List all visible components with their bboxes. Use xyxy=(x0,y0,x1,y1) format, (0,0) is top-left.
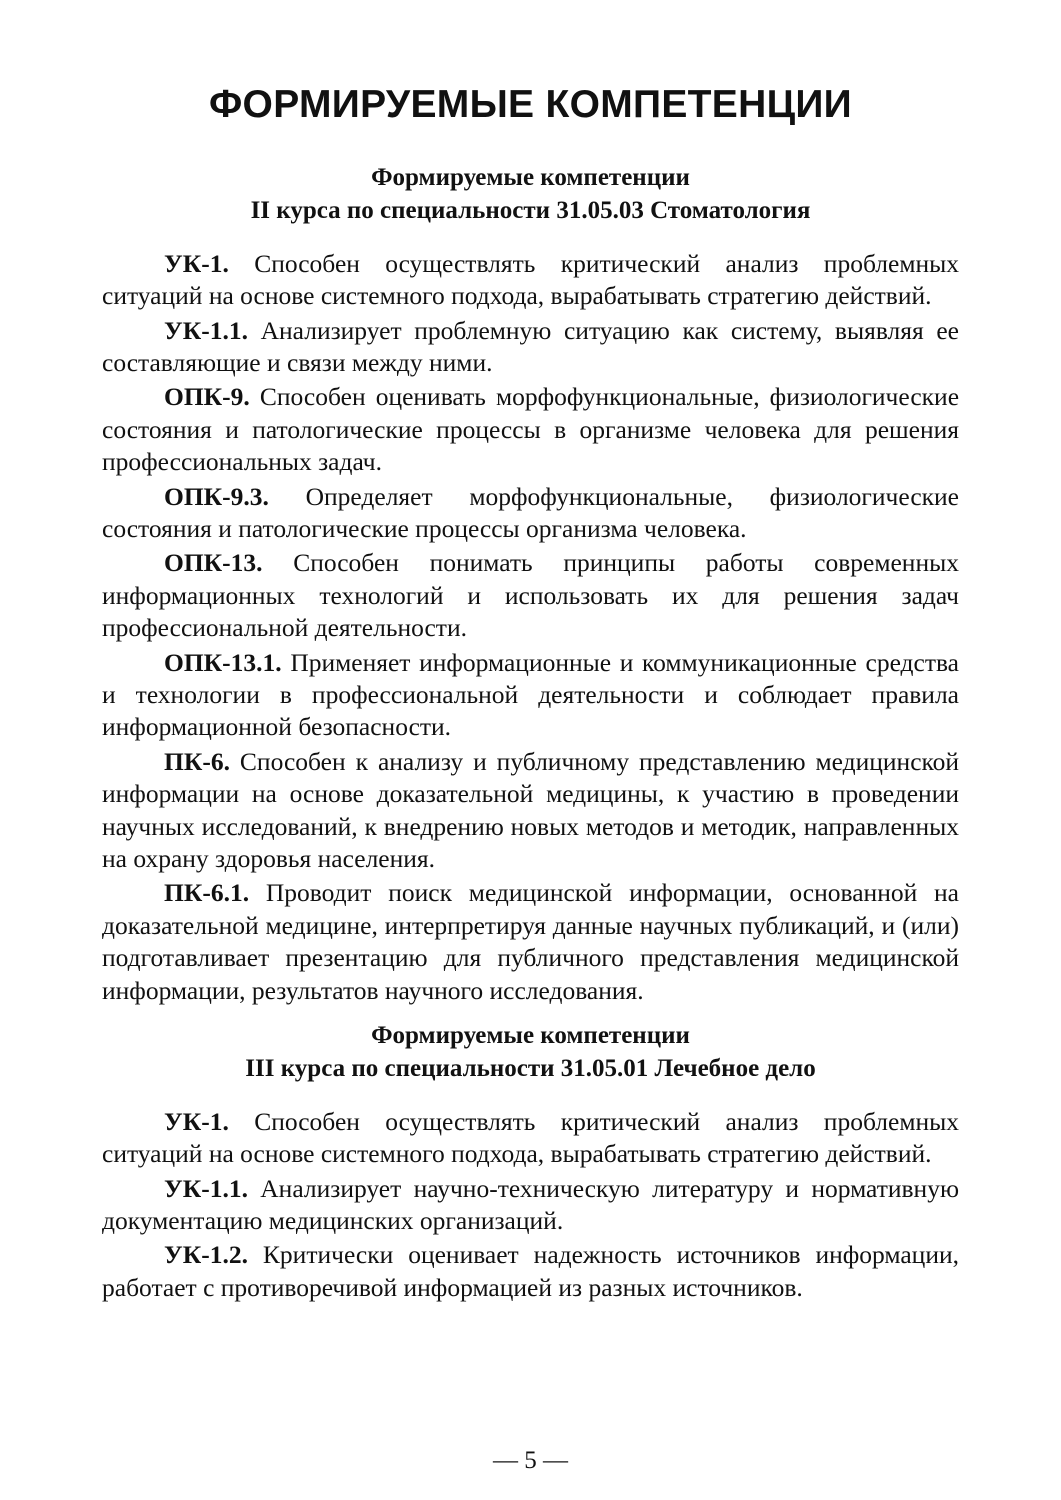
competency-text: Способен к анализу и публичному представлению медицинской информации на основе доказательной медицины, к участию в проведении научных исследований, к внедрению новых методов и методик, направленных на охрану здоровья населения. xyxy=(102,746,960,874)
competency-text: Применяет информационные и коммуникационные средства и технологии в профессиональной деятельности и соблюдает правила информационной безопасности. xyxy=(102,647,960,742)
competency-code: УК-1.1. xyxy=(164,315,248,345)
competency-code: ОПК-9. xyxy=(164,382,250,412)
competency-item xyxy=(102,481,959,546)
competency-item xyxy=(102,315,959,380)
section-heading-line1: Формируемые компетенции xyxy=(371,1022,690,1050)
competency-item xyxy=(102,1239,959,1304)
section-heading-line2: II курса по специальности 31.05.03 Стоматология xyxy=(250,197,811,224)
competency-text: Способен осуществлять критический анализ проблемных ситуаций на основе системного подхода, вырабатывать стратегию действий. xyxy=(102,248,959,311)
competency-text: Способен осуществлять критический анализ проблемных ситуаций на основе системного подхода, вырабатывать стратегию действий. xyxy=(102,1106,959,1169)
competency-code: УК-1. xyxy=(164,1106,229,1136)
competency-item xyxy=(102,877,959,1007)
section-heading xyxy=(102,1019,959,1085)
competency-list xyxy=(102,248,959,1007)
section-heading-line1: Формируемые компетенции xyxy=(371,164,690,191)
competency-text: Проводит поиск медицинской информации, основанной на доказательной медицине, интерпретируя данные научных публикаций, и (или) подготавливает презентацию для публичного представления медицинской информации, результатов научного исследования. xyxy=(102,878,959,1005)
competency-code: УК-1.2. xyxy=(164,1240,248,1270)
competency-text: Критически оценивает надежность источников информации, работает с противоречивой информацией из разных источников. xyxy=(102,1240,959,1302)
competency-text: Определяет морфофункциональные, физиологические состояния и патологические процессы организма человека. xyxy=(102,481,959,543)
competency-code: УК-1.1. xyxy=(164,1173,248,1203)
competency-item xyxy=(102,647,959,744)
competency-code: ОПК-9.3. xyxy=(164,481,269,511)
section-heading-line2: III курса по специальности 31.05.01 Лечебное дело xyxy=(245,1055,816,1083)
competency-list xyxy=(102,1106,959,1304)
competency-text: Способен оценивать морфофункциональные, физиологические состояния и патологические процессы в организме человека для решения профессиональных задач. xyxy=(102,382,960,477)
page-number: — 5 — xyxy=(493,1447,568,1474)
competency-code: ПК-6. xyxy=(164,746,230,776)
competency-code: ОПК-13.1. xyxy=(164,647,282,677)
section-dentistry xyxy=(102,161,959,1007)
competency-code: ПК-6.1. xyxy=(164,878,250,908)
competency-text: Анализирует проблемную ситуацию как систему, выявляя ее составляющие и связи между ними. xyxy=(102,315,960,377)
competency-item xyxy=(102,1106,959,1171)
competency-item xyxy=(102,746,959,876)
section-heading xyxy=(102,161,959,227)
page-title: ФОРМИРУЕМЫЕ КОМПЕТЕНЦИИ xyxy=(208,83,853,126)
competency-item xyxy=(102,1173,959,1238)
competency-item xyxy=(102,248,959,313)
competency-item xyxy=(102,381,959,478)
competency-text: Способен понимать принципы работы современных информационных технологий и использовать их для решения задач профессиональной деятельности. xyxy=(102,548,959,643)
competency-text: Анализирует научно-техническую литературу и нормативную документацию медицинских организаций. xyxy=(102,1173,959,1236)
competency-code: ОПК-13. xyxy=(164,548,263,578)
competency-item xyxy=(102,547,959,644)
section-general-medicine xyxy=(102,1019,959,1304)
competency-code: УК-1. xyxy=(164,248,229,278)
